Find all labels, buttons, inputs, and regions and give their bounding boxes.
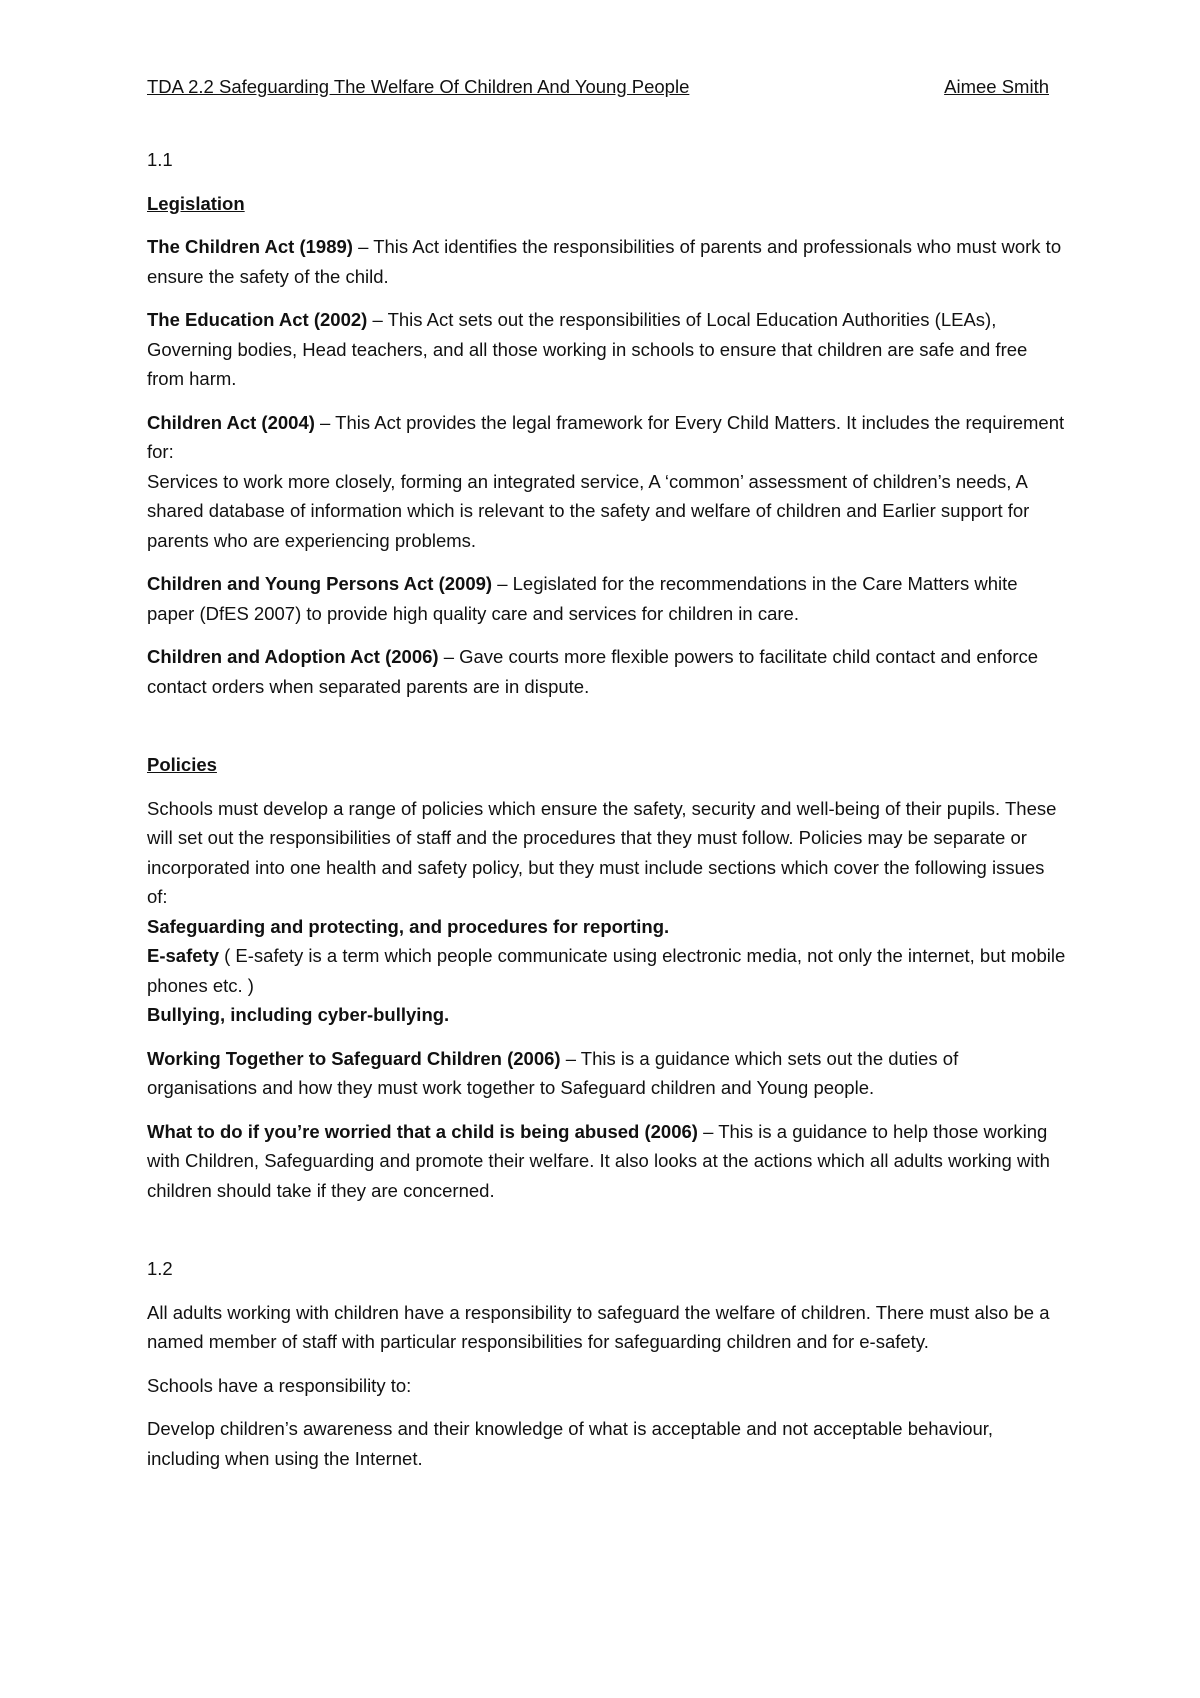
education-act-2002-paragraph	[147, 305, 1067, 394]
author-name: Aimee Smith	[944, 76, 1049, 97]
policies-intro: Schools must develop a range of policies which ensure the safety, security and well-being of their pupils. These will set out the responsibilities of staff and the procedures that they must follow. Policies may be separate or incorporated into one health and safety policy, but they must include sections which cover the following issues of:	[147, 797, 1057, 907]
what-to-do-text: – This is a guidance to help those working with Children, Safeguarding and promote their welfare. It also looks at the actions which all adults working with children should take if they are concerned.	[147, 1120, 1050, 1201]
education-act-2002-text: – This Act sets out the responsibilities of Local Education Authorities (LEAs), Governing bodies, Head teachers, and all those working in schools to ensure that children are safe and free from harm.	[147, 309, 1028, 389]
working-together-text: – This is a guidance which sets out the duties of organisations and how they must work together to Safeguard children and Young people.	[147, 1047, 959, 1098]
adoption-act-2006-text: – Gave courts more flexible powers to facilitate child contact and enforce contact orders when separated parents are in dispute.	[147, 646, 1039, 697]
document-body	[147, 145, 1067, 1473]
policy-esafety-text: ( E-safety is a term which people communicate using electronic media, not only the internet, but mobile phones etc. )	[147, 945, 1066, 996]
what-to-do-title: What to do if you’re worried that a child is being abused (2006)	[147, 1120, 698, 1142]
what-to-do-paragraph	[147, 1117, 1067, 1206]
working-together-title: Working Together to Safeguard Children (2006)	[147, 1047, 561, 1069]
young-persons-act-2009-title: Children and Young Persons Act (2009)	[147, 573, 493, 594]
policy-bullying: Bullying, including cyber-bullying.	[147, 1004, 450, 1025]
page-header	[147, 72, 1049, 102]
policy-safeguarding: Safeguarding and protecting, and procedures for reporting.	[147, 915, 670, 937]
working-together-paragraph	[147, 1044, 1067, 1103]
children-act-1989-text: – This Act identifies the responsibilities of parents and professionals who must work to ensure the safety of the child.	[147, 236, 1062, 287]
section-1-2-paragraph-3: Develop children’s awareness and their knowledge of what is acceptable and not acceptable behaviour, including when using the Internet.	[147, 1418, 994, 1469]
young-persons-act-2009-paragraph	[147, 569, 1067, 628]
policies-heading: Policies	[147, 754, 217, 775]
young-persons-act-2009-text: – Legislated for the recommendations in the Care Matters white paper (DfES 2007) to provide high quality care and services for children in care.	[147, 573, 1018, 624]
children-act-2004-paragraph	[147, 408, 1067, 556]
adoption-act-2006-title: Children and Adoption Act (2006)	[147, 646, 439, 667]
education-act-2002-title: The Education Act (2002)	[147, 309, 368, 330]
policies-paragraph	[147, 794, 1067, 1030]
children-act-2004-title: Children Act (2004)	[147, 411, 315, 433]
children-act-2004-detail: Services to work more closely, forming an integrated service, A ‘common’ assessment of children’s needs, A shared database of information which is relevant to the safety and welfare of children and Earlier support for parents who are experiencing problems.	[147, 470, 1030, 551]
children-act-1989-title: The Children Act (1989)	[147, 236, 353, 257]
document-title: TDA 2.2 Safeguarding The Welfare Of Children And Young People	[147, 76, 690, 97]
legislation-heading: Legislation	[147, 192, 245, 214]
policy-esafety-title: E-safety	[147, 945, 219, 966]
section-number-1-2: 1.2	[147, 1258, 173, 1279]
children-act-1989-paragraph	[147, 232, 1067, 291]
section-number-1-1: 1.1	[147, 149, 173, 170]
section-1-2-paragraph-1: All adults working with children have a responsibility to safeguard the welfare of children. There must also be a named member of staff with particular responsibilities for safeguarding children and for e-safety.	[147, 1301, 1050, 1352]
adoption-act-2006-paragraph	[147, 642, 1067, 701]
section-1-2-paragraph-2: Schools have a responsibility to:	[147, 1374, 412, 1396]
children-act-2004-text: – This Act provides the legal framework for Every Child Matters. It includes the requirement for:	[147, 411, 1065, 462]
